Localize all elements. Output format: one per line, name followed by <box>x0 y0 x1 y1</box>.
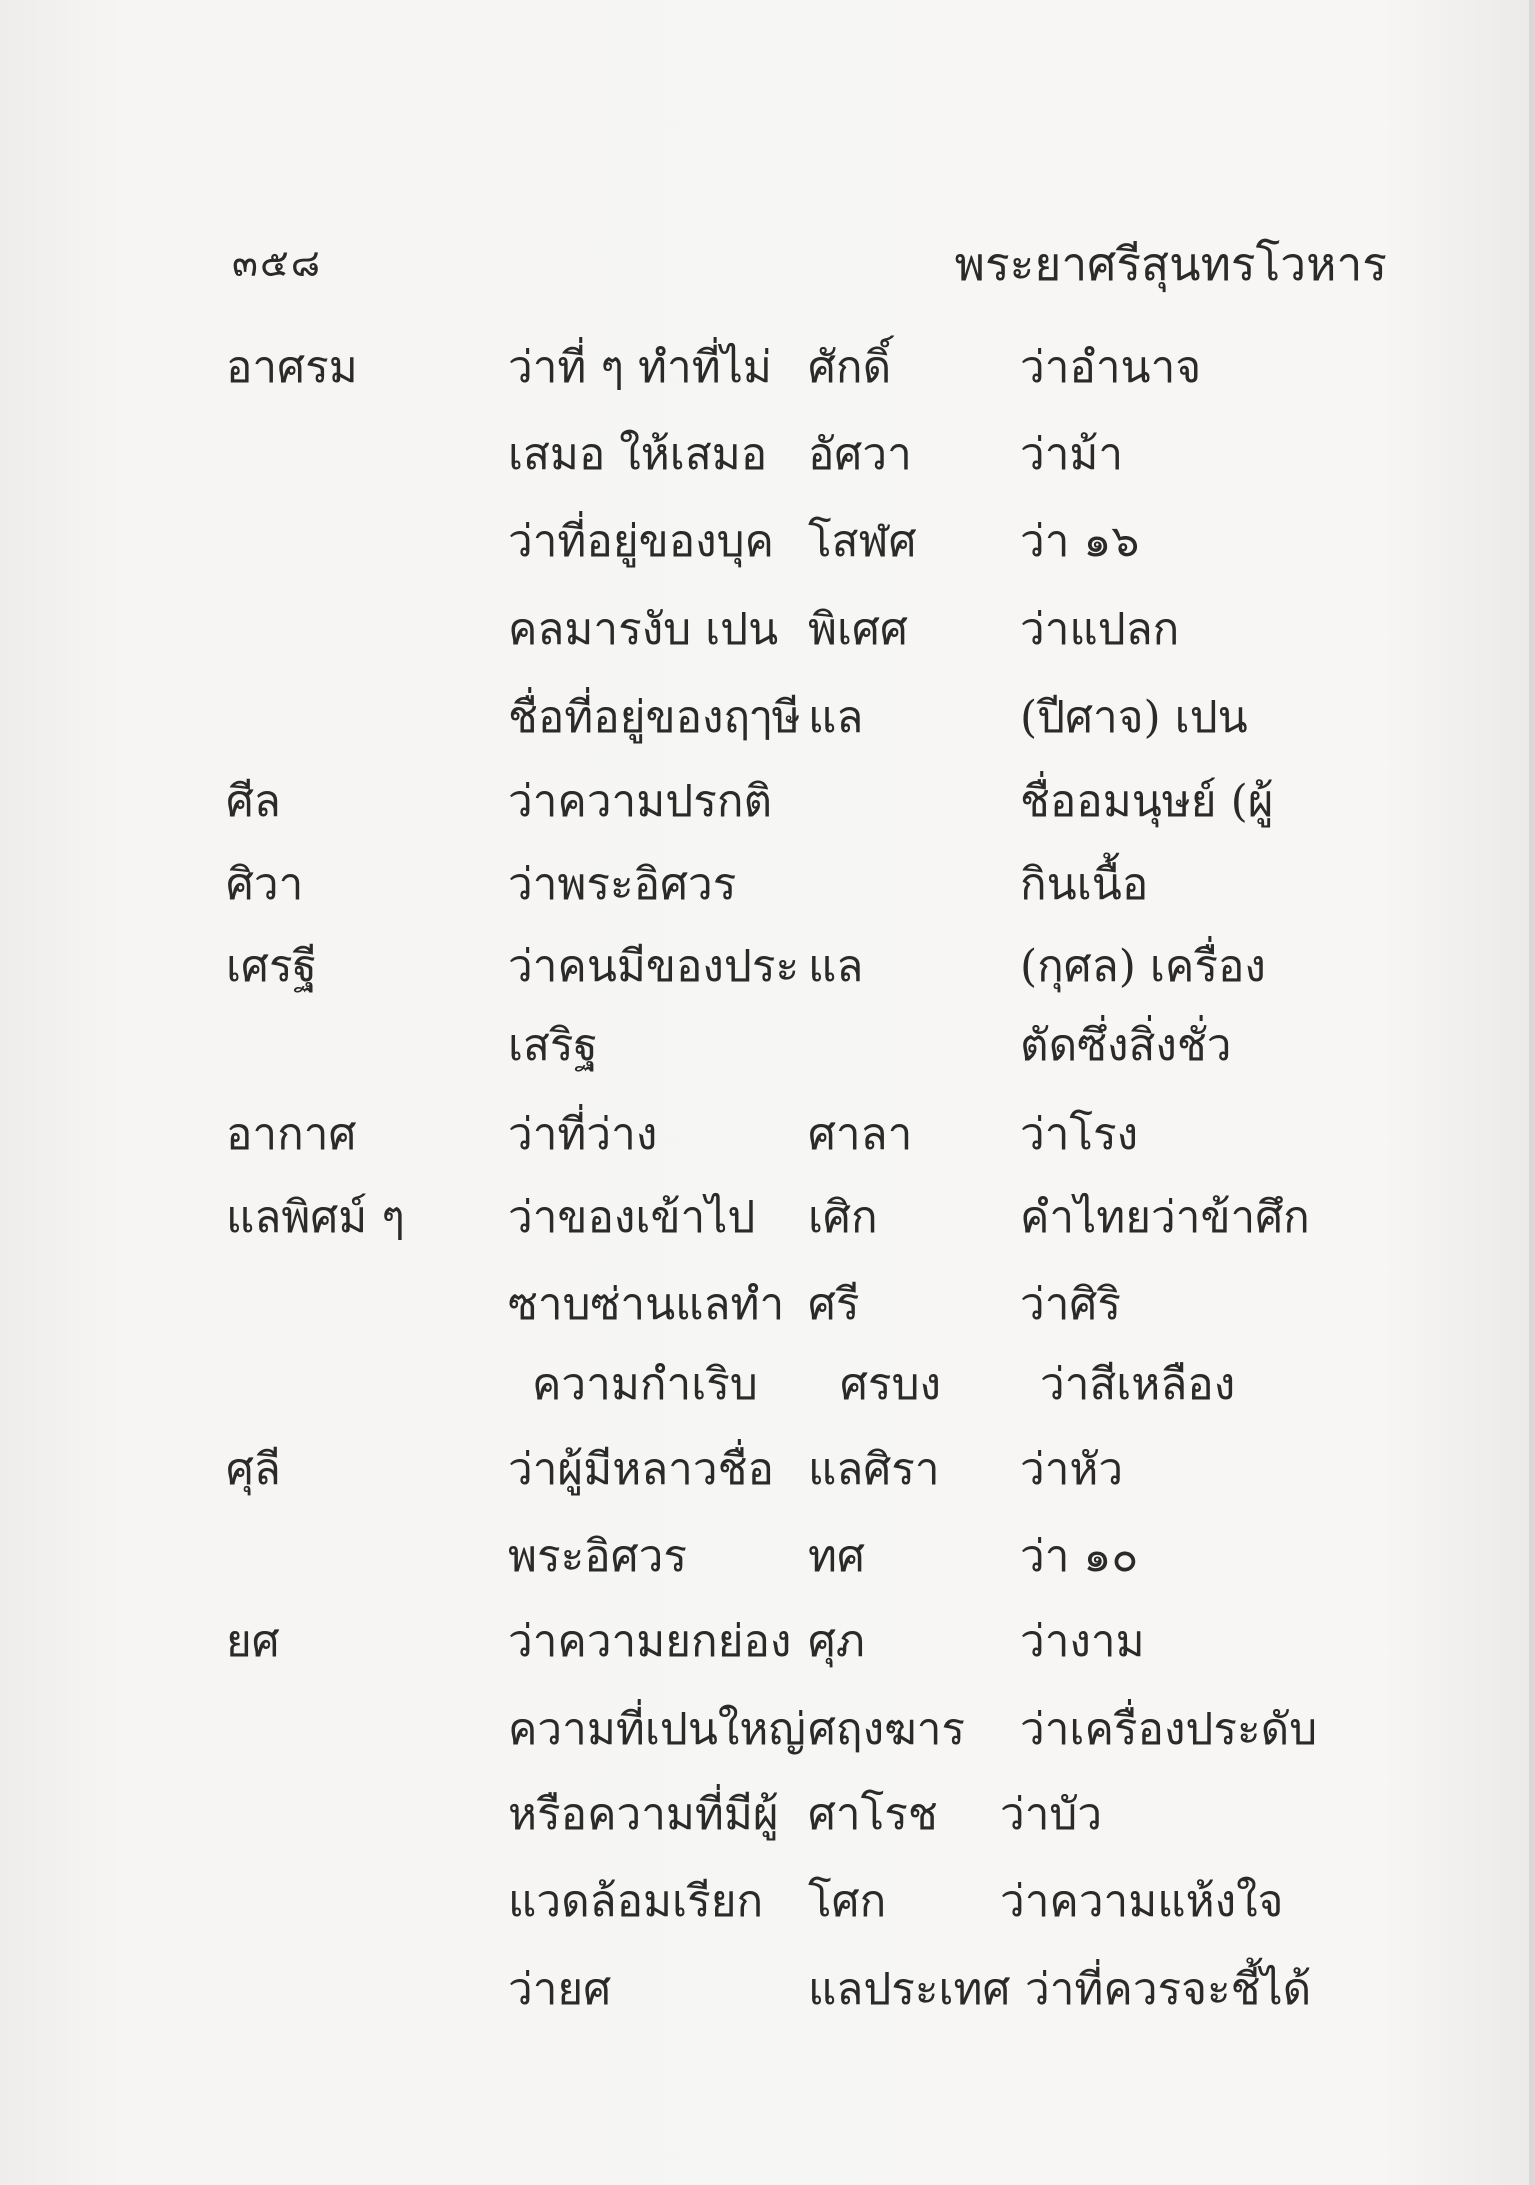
definition: ความกำเริบ <box>532 1359 758 1410</box>
definition-second-column: ตัดซึ่งสิ่งชั่ว <box>1020 1020 1232 1071</box>
headword-second-column: ศาลา <box>808 1109 913 1160</box>
entry-row <box>0 1872 1535 1932</box>
entry-row <box>0 512 1535 572</box>
headword-second-column: ศรี <box>808 1279 860 1330</box>
definition: เสมอ ให้เสมอ <box>508 429 768 480</box>
entry-row <box>0 1960 1535 2020</box>
definition-second-column: ว่าที่ควรจะชี้ได้ <box>1025 1964 1312 2015</box>
entry-row <box>0 1105 1535 1165</box>
headword-second-column: โสฬศ <box>808 516 917 567</box>
headword-second-column: พิเศศ <box>808 604 908 655</box>
definition: หรือความที่มีผู้ <box>508 1789 779 1840</box>
definition-second-column: ว่า ๑๖ <box>1020 516 1140 567</box>
definition: ว่าที่ว่าง <box>508 1109 658 1160</box>
headword-second-column: เศิก <box>808 1192 878 1243</box>
entry-row <box>0 600 1535 660</box>
headword-second-column: อัศวา <box>808 429 912 480</box>
entry-row <box>0 937 1535 997</box>
definition: ว่าของเข้าไป <box>508 1192 756 1243</box>
entry-row <box>0 1440 1535 1500</box>
definition-second-column: คำไทยว่าข้าศึก <box>1020 1192 1310 1243</box>
definition-second-column: ว่างาม <box>1020 1616 1145 1667</box>
entry-row <box>0 338 1535 398</box>
headword-second-column: ศรบง <box>840 1359 941 1410</box>
headword-second-column: โศก <box>808 1876 887 1927</box>
entry-row <box>0 1700 1535 1760</box>
headword: เศรฐี <box>226 941 317 992</box>
entry-row <box>0 1275 1535 1335</box>
definition-second-column: กินเนื้อ <box>1020 859 1149 910</box>
entry-row <box>0 1016 1535 1076</box>
definition: ว่าที่อยู่ของบุค <box>508 516 774 567</box>
definition: คลมารงับ เปน <box>508 604 779 655</box>
headword-second-column: แลประเทศ <box>808 1964 1011 2015</box>
headword-second-column: ศักดิ์ <box>808 342 892 393</box>
headword-second-column: ทศ <box>808 1531 865 1582</box>
definition-second-column: (ปีศาจ) เปน <box>1020 692 1248 743</box>
definition: ว่าพระอิศวร <box>508 859 737 910</box>
entry-row <box>0 1355 1535 1415</box>
entry-row <box>0 1785 1535 1845</box>
entry-row <box>0 1527 1535 1587</box>
headword-second-column: ศฤงฆาร <box>808 1704 966 1755</box>
definition: ว่าที่ ๆ ทำที่ไม่ <box>508 342 772 393</box>
entry-row <box>0 1188 1535 1248</box>
definition: ว่าผู้มีหลาวชื่อ <box>508 1444 774 1495</box>
headword: ยศ <box>226 1616 280 1667</box>
running-title: พระยาศรีสุนทรโวหาร <box>954 237 1387 291</box>
headword-second-column: แล <box>808 692 864 743</box>
definition-second-column: ว่าอำนาจ <box>1020 342 1202 393</box>
headword-second-column: ศุภ <box>808 1616 865 1667</box>
page-number: ๓๕๘ <box>232 241 323 285</box>
headword: อากาศ <box>226 1109 357 1160</box>
definition-second-column: ว่าหัว <box>1020 1444 1124 1495</box>
definition-second-column: ว่าศิริ <box>1020 1279 1121 1330</box>
entry-row <box>0 688 1535 748</box>
definition-second-column: ว่าสีเหลือง <box>1040 1359 1236 1410</box>
headword-second-column: ศาโรช <box>808 1789 938 1840</box>
definition: ว่าความยกย่อง <box>508 1616 792 1667</box>
definition-second-column: ว่าแปลก <box>1020 604 1180 655</box>
definition: ว่ายศ <box>508 1964 612 2015</box>
definition-second-column: ชื่ออมนุษย์ (ผู้ <box>1020 776 1274 827</box>
definition: ว่าคนมีของประ <box>508 941 800 992</box>
headword-second-column: แล <box>808 941 864 992</box>
headword-second-column: แลศิรา <box>808 1444 940 1495</box>
definition-second-column: ว่าเครื่องประดับ <box>1020 1704 1318 1755</box>
entry-row <box>0 1612 1535 1672</box>
definition-second-column: ว่าโรง <box>1020 1109 1139 1160</box>
entry-row <box>0 425 1535 485</box>
headword: ศิวา <box>226 859 304 910</box>
headword: อาศรม <box>226 342 358 393</box>
definition: ซาบซ่านแลทำ <box>508 1279 785 1330</box>
definition: เสริฐ <box>508 1020 598 1071</box>
definition: ว่าความปรกติ <box>508 776 773 827</box>
headword: แลพิศม์ ๆ <box>226 1192 405 1243</box>
definition-second-column: ว่าม้า <box>1020 429 1124 480</box>
definition: พระอิศวร <box>508 1531 687 1582</box>
definition: แวดล้อมเรียก <box>508 1876 764 1927</box>
definition-second-column: ว่า ๑๐ <box>1020 1531 1139 1582</box>
headword: ศุลี <box>226 1444 281 1495</box>
entry-row <box>0 772 1535 832</box>
headword: ศีล <box>226 776 281 827</box>
definition: ความที่เปนใหญ่ <box>508 1704 806 1755</box>
definition-second-column: ว่าความแห้งใจ <box>1000 1876 1284 1927</box>
definition-second-column: ว่าบัว <box>1000 1789 1103 1840</box>
definition: ชื่อที่อยู่ของฤๅษี <box>508 692 801 743</box>
definition-second-column: (กุศล) เครื่อง <box>1020 941 1266 992</box>
entry-row <box>0 855 1535 915</box>
